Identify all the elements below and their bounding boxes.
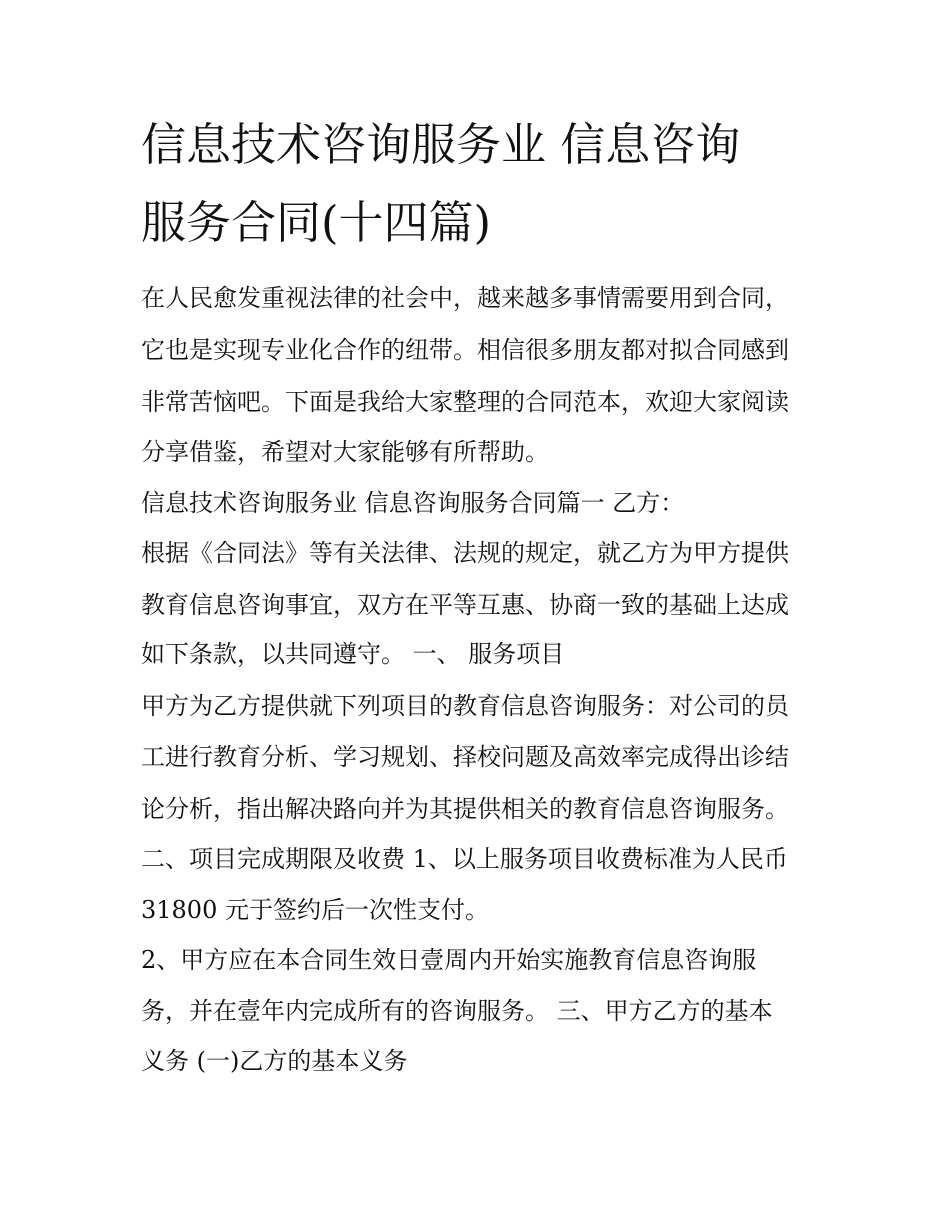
body-line-13: 31800 元于签约后一次性支付。	[141, 896, 489, 924]
body-line-5: 信息技术咨询服务业 信息咨询服务合同篇一 乙方：	[141, 489, 685, 517]
body-line-7: 教育信息咨询事宜，双方在平等互惠、协商一致的基础上达成	[141, 591, 789, 619]
body-line-6: 根据《合同法》等有关法律、法规的规定，就乙方为甲方提供	[141, 539, 789, 567]
body-line-15: 务，并在壹年内完成所有的咨询服务。 三、甲方乙方的基本	[141, 997, 773, 1025]
body-line-8: 如下条款，以共同遵守。 一、 服务项目	[141, 640, 565, 668]
body-line-3: 非常苦恼吧。下面是我给大家整理的合同范本，欢迎大家阅读	[141, 388, 789, 416]
body-line-10: 工进行教育分析、学习规划、择校问题及高效率完成得出诊结	[141, 743, 789, 771]
body-line-16: 义务 (一)乙方的基本义务	[141, 1047, 408, 1075]
document-title-line-1: 信息技术咨询服务业 信息咨询	[141, 118, 741, 171]
document-title-line-2: 服务合同(十四篇)	[141, 196, 492, 249]
body-line-1: 在人民愈发重视法律的社会中，越来越多事情需要用到合同，	[141, 284, 789, 312]
body-line-12: 二、项目完成期限及收费 1、以上服务项目收费标准为人民币	[141, 845, 788, 873]
body-line-9: 甲方为乙方提供就下列项目的教育信息咨询服务：对公司的员	[141, 692, 789, 720]
body-line-14: 2、甲方应在本合同生效日壹周内开始实施教育信息咨询服	[141, 946, 757, 974]
body-line-4: 分享借鉴，希望对大家能够有所帮助。	[141, 438, 549, 466]
body-line-11: 论分析，指出解决路向并为其提供相关的教育信息咨询服务。	[141, 795, 789, 823]
body-line-2: 它也是实现专业化合作的纽带。相信很多朋友都对拟合同感到	[141, 336, 789, 364]
